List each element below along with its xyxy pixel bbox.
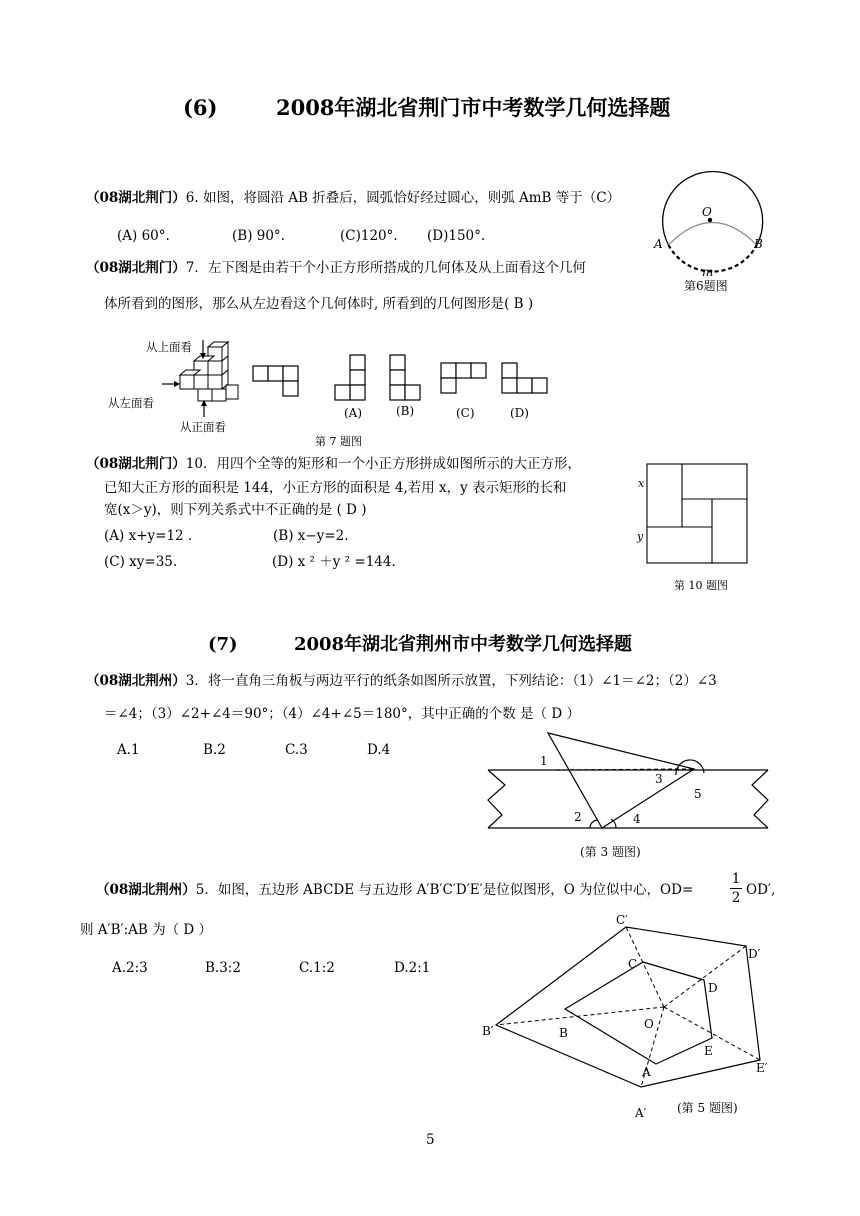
q10-opt-a: (A) x+y=12 .	[104, 528, 193, 544]
q5-caption: (第 5 题图)	[677, 1101, 738, 1115]
q5-frac-num: 1	[731, 871, 741, 887]
q7-label-c: (C)	[456, 406, 475, 420]
q5-label-b: B	[559, 1026, 568, 1040]
q5-label-a: A	[642, 1065, 651, 1079]
q3-figure	[480, 725, 780, 865]
q7-line2: 体所看到的图形，那么从左边看这个几何体时, 所看到的几何图形是( B )	[104, 296, 534, 312]
q5-label-e2: E′	[756, 1061, 768, 1075]
q5-frac-den: 2	[731, 890, 741, 906]
q7-line1	[86, 258, 586, 278]
q5-label-o: O	[644, 1017, 654, 1031]
q6-label-a: A	[654, 237, 663, 251]
q5-fraction	[730, 870, 742, 907]
q3-opt-b: B.2	[203, 742, 226, 758]
q7-top-view-label: 从上面看	[146, 340, 192, 354]
q5-label-c2: C′	[616, 913, 628, 927]
q5-opt-a: A.2:3	[112, 960, 148, 976]
q6-caption: 第6题图	[684, 279, 728, 293]
q6-text	[86, 188, 620, 208]
q6-opt-c: (C)120°.	[340, 228, 398, 244]
q3-label-3: 3	[655, 772, 663, 786]
page-number: 5	[426, 1132, 435, 1148]
q5-label-c: C	[628, 957, 638, 971]
q10-label-x: x	[638, 477, 645, 490]
q5-body: 5．如图，五边形 ABCDE 与五边形 A′B′C′D′E′是位似图形，O 为位似中心，OD=	[195, 882, 694, 898]
q10-opt-d: (D) x ² ＋y ² =144.	[272, 554, 396, 570]
q3-label-5: 5	[694, 787, 702, 801]
q5-label-d2: D′	[748, 947, 761, 961]
q5-label-a2: A′	[635, 1106, 647, 1120]
q3-body: 3．将一直角三角板与两边平行的纸条如图所示放置，下列结论：（1）∠1＝∠2；（2）∠3	[185, 673, 717, 689]
q7-label-a: (A)	[344, 406, 363, 420]
q6-opt-b: (B) 90°.	[232, 228, 285, 244]
q5-opt-c: C.1:2	[299, 960, 335, 976]
q7-front-view-label: 从正面看	[180, 420, 226, 434]
q7-figure	[100, 335, 570, 450]
q7-caption: 第 7 题图	[315, 435, 362, 448]
q3-label-4: 4	[633, 812, 641, 826]
q6-label-o: O	[702, 205, 712, 219]
q10-body: 10．用四个全等的矩形和一个小正方形拼成如图所示的大正方形，	[185, 456, 581, 472]
q5-label-d: D	[708, 981, 718, 995]
q10-figure	[634, 460, 764, 600]
q7-label-d: (D)	[510, 406, 529, 420]
q5-opt-b: B.3:2	[205, 960, 241, 976]
q5-line2: 则 A′B′:AB 为（ D ）	[80, 922, 213, 938]
q7-left-view-label: 从左面看	[108, 396, 154, 410]
q5-label-e: E	[704, 1044, 713, 1058]
q10-line2: 已知大正方形的面积是 144，小正方形的面积是 4,若用 x，y 表示矩形的长和	[104, 480, 567, 496]
q5-opt-d: D.2:1	[394, 960, 431, 976]
section7-title: (7) 2008年湖北省荆州市中考数学几何选择题	[208, 634, 633, 655]
q3-opt-d: D.4	[367, 742, 391, 758]
q3-line1	[86, 671, 717, 691]
q6-label-b: B	[754, 237, 763, 251]
q5-figure	[476, 910, 776, 1125]
q6-body: 6. 如图，将圆沿 AB 折叠后，圆弧恰好经过圆心，则弧 AmB 等于（C）	[185, 190, 621, 206]
section6-title: (6) 2008年湖北省荆门市中考数学几何选择题	[183, 95, 671, 120]
q7-label-b: (B)	[396, 404, 415, 418]
q10-line3: 宽(x＞y)，则下列关系式中不正确的是 ( D )	[104, 502, 367, 518]
q10-caption: 第 10 题图	[674, 579, 728, 592]
q6-source: （08湖北荆门）	[86, 190, 186, 206]
q5-line1	[96, 880, 693, 900]
q10-label-y: y	[637, 530, 644, 543]
q3-source: （08湖北荆州）	[86, 673, 186, 689]
q3-label-2: 2	[574, 810, 582, 824]
q6-circle-figure	[640, 160, 780, 300]
q5-label-b2: B′	[482, 1024, 494, 1038]
q3-caption: (第 3 题图)	[580, 845, 641, 859]
q10-opt-c: (C) xy=35.	[104, 554, 178, 570]
q7-body: 7．左下图是由若干个小正方形所搭成的几何体及从上面看这个几何	[185, 260, 586, 276]
q10-line1	[86, 454, 581, 474]
q10-source: （08湖北荆门）	[86, 456, 186, 472]
q3-line2: ＝∠4；（3）∠2+∠4＝90°；（4）∠4+∠5＝180°，其中正确的个数 是（ D ）	[104, 706, 580, 722]
q3-opt-a: A.1	[117, 742, 140, 758]
q3-opt-c: C.3	[285, 742, 308, 758]
q5-line1-end: OD′,	[746, 882, 776, 898]
q6-opt-d: (D)150°.	[427, 228, 486, 244]
q7-source: （08湖北荆门）	[86, 260, 186, 276]
q6-opt-a: (A) 60°.	[117, 228, 170, 244]
q3-label-1: 1	[540, 754, 548, 768]
q5-source: （08湖北荆州）	[96, 882, 196, 898]
q6-label-m: m	[702, 265, 714, 279]
q10-opt-b: (B) x−y=2.	[273, 528, 349, 544]
